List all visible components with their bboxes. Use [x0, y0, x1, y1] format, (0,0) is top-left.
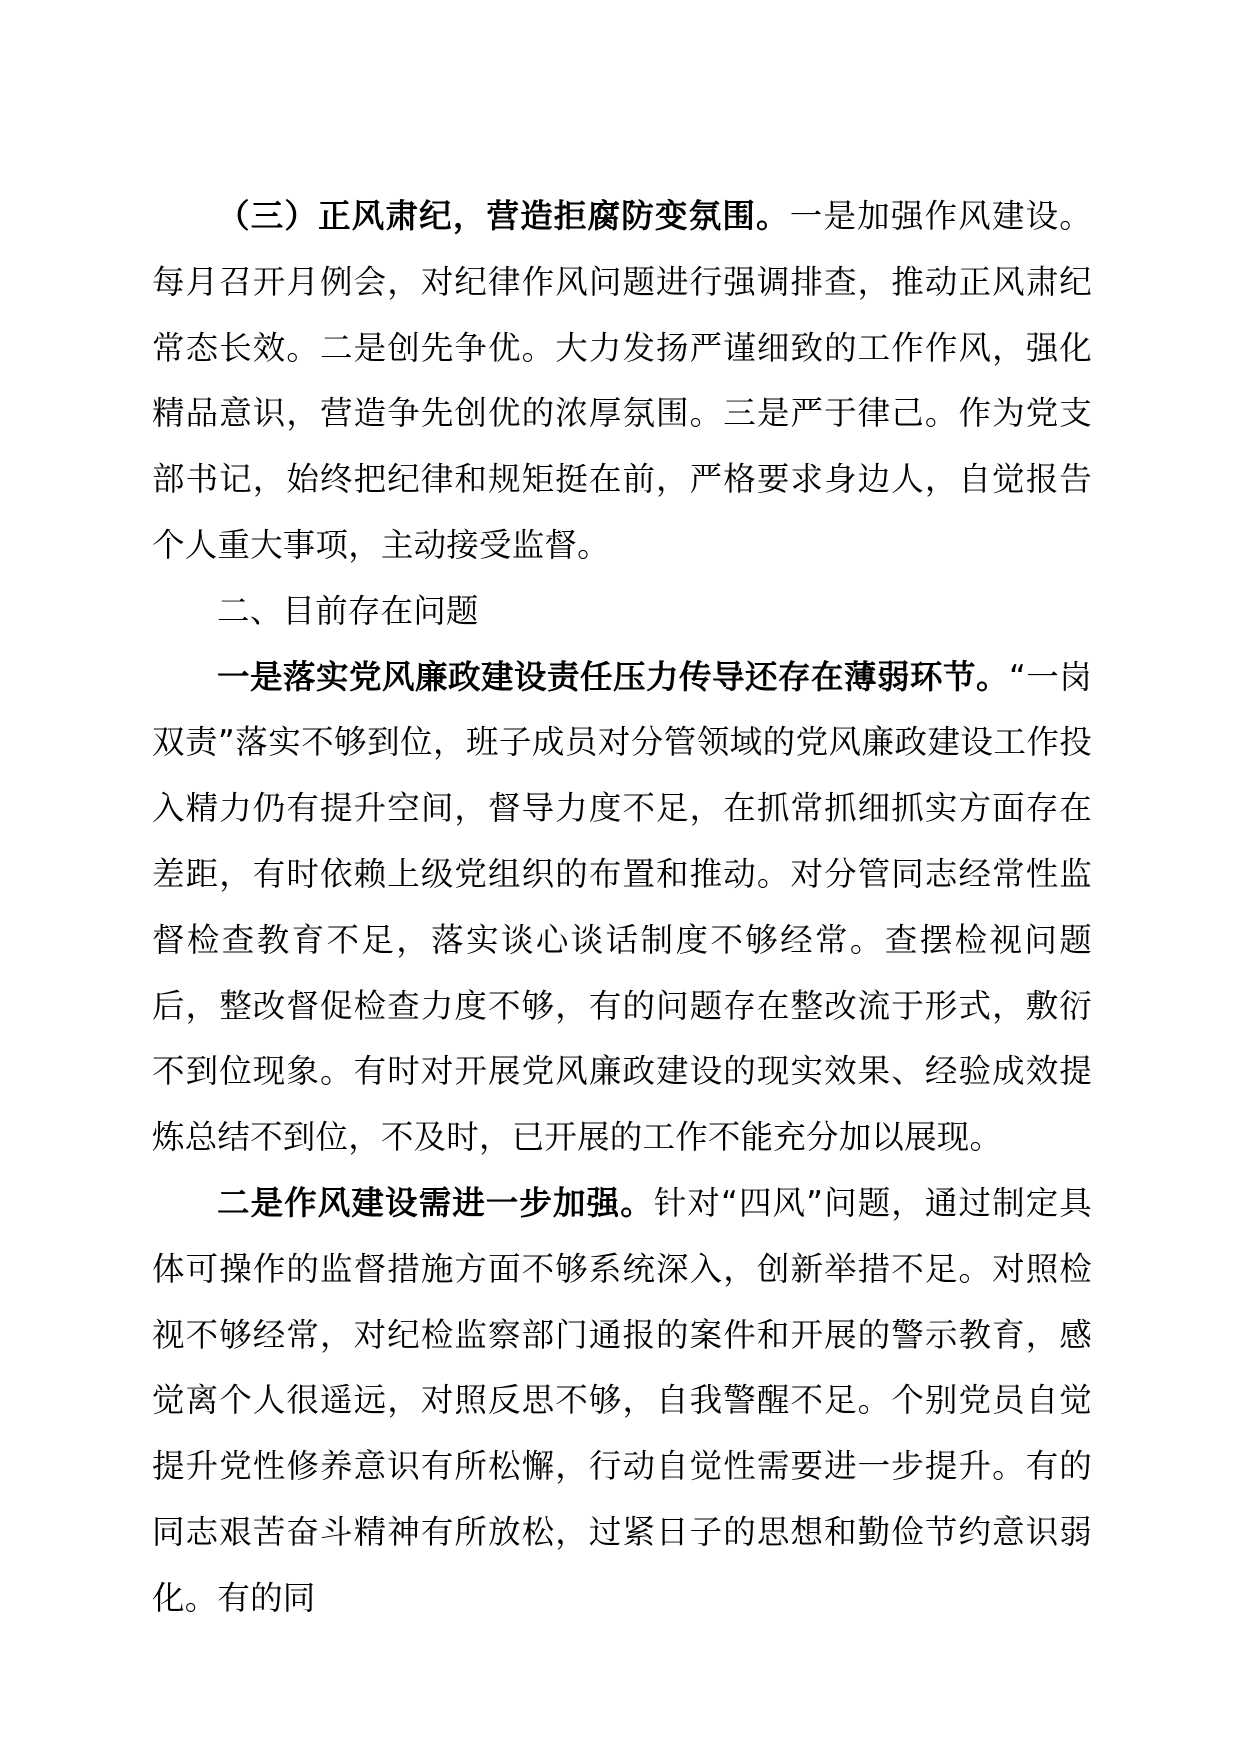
paragraph-section-three: [152, 184, 1092, 579]
section-heading-text: 二、目前存在问题: [217, 591, 479, 630]
paragraph-body-text: “一岗双责”落实不够到位，班子成员对分管领域的党风廉政建设工作投入精力仍有提升空间，督导力度不足，在抓常抓细抓实方面存在差距，有时依赖上级党组织的布置和推动。对分管同志经常性监督检查教育不足，落实谈心谈话制度不够经常。查摆检视问题后，整改督促检查力度不够，有的问题存在整改流于形式，敷衍不到位现象。有时对开展党风廉政建设的现实效果、经验成效提炼总结不到位，不及时，已开展的工作不能充分加以展现。: [152, 657, 1093, 1157]
paragraph-body-text: 一是加强作风建设。每月召开月例会，对纪律作风问题进行强调排查，推动正风肃纪常态长效。二是创先争优。大力发扬严谨细致的工作作风，强化精品意识，营造争先创优的浓厚氛围。三是严于律己。作为党支部书记，始终把纪律和规矩挺在前，严格要求身边人，自觉报告个人重大事项，主动接受监督。: [152, 197, 1092, 564]
paragraph-problem-two: [152, 1171, 1092, 1632]
paragraph-problem-one: [152, 645, 1092, 1171]
document-body: [152, 184, 1092, 1632]
paragraph-lead-heading: （三）正风肃纪，营造拒腐防变氛围。: [217, 197, 790, 235]
section-heading-current-problems: [152, 579, 1092, 645]
paragraph-lead-heading: 一是落实党风廉政建设责任压力传导还存在薄弱环节。: [217, 657, 1009, 696]
paragraph-lead-heading: 二是作风建设需进一步加强。: [217, 1183, 654, 1222]
paragraph-body-text: 针对“四风”问题，通过制定具体可操作的监督措施方面不够系统深入，创新举措不足。对照检视不够经常，对纪检监察部门通报的案件和开展的警示教育，感觉离个人很遥远，对照反思不够，自我警醒不足。个别党员自觉提升党性修养意识有所松懈，行动自觉性需要进一步提升。有的同志艰苦奋斗精神有所放松，过紧日子的思想和勤俭节约意识弱化。有的同: [152, 1183, 1092, 1617]
